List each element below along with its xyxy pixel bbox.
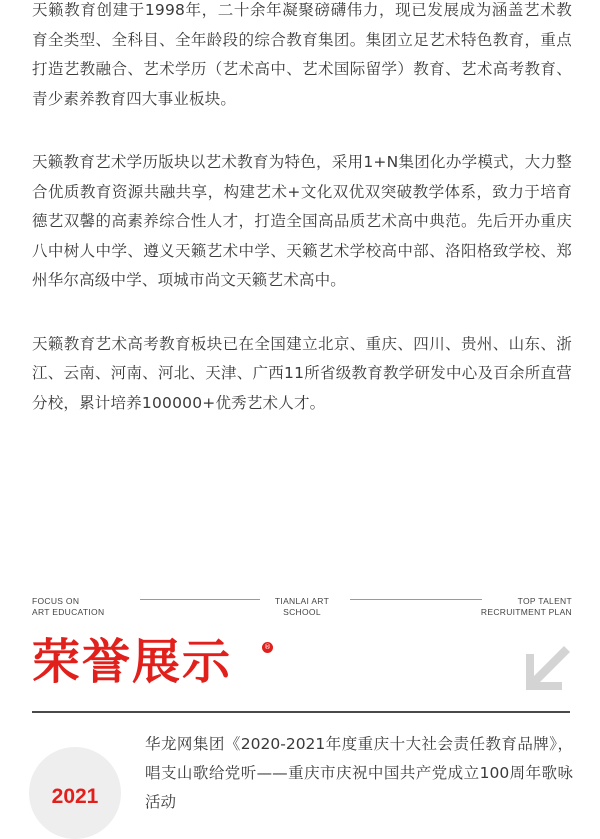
intro-paragraph: 天籁教育艺术学历版块以艺术教育为特色，采用1+N集团化办学模式，大力整合优质教育资源共融共享，构建艺术+文化双优双突破教学体系，致力于培育德艺双馨的高素养综合性人才，打造全国高品质艺术高中典范。先后开办重庆八中树人中学、遵义天籁艺术中学、天籁艺术学校高中部、洛阳格致学校、郑州华尔高级中学、项城市尚文天籁艺术高中。 bbox=[32, 153, 572, 289]
honor-text: 华龙网集团《2020-2021年度重庆十大社会责任教育品牌》，唱支山歌给党听——重庆市庆祝中国共产党成立100周年歌咏活动 bbox=[145, 735, 573, 811]
section-title: 荣誉展示 bbox=[32, 634, 233, 690]
intro-paragraph: 天籁教育创建于1998年，二十余年凝聚磅礴伟力，现已发展成为涵盖艺术教育全类型、全科目、全年龄段的综合教育集团。集团立足艺术特色教育，重点打造艺教融合、艺术学历（艺术高中、艺术国际留学）教育、艺术高考教育、青少素养教育四大事业板块。 bbox=[32, 1, 572, 108]
honor-year: 2021 bbox=[51, 785, 99, 808]
arrow-down-left-icon bbox=[526, 646, 570, 690]
registered-mark-icon: ® bbox=[264, 643, 271, 651]
year-badge bbox=[29, 747, 121, 839]
section-header bbox=[32, 634, 271, 694]
intro-section bbox=[32, 0, 572, 452]
tag-tianlai-school: TIANLAI ART SCHOOL bbox=[274, 596, 330, 617]
tag-art-education: FOCUS ON ART EDUCATION bbox=[32, 596, 105, 617]
section-rule bbox=[32, 711, 570, 713]
tag-bar bbox=[32, 596, 572, 622]
tag-top-talent: TOP TALENT RECRUITMENT PLAN bbox=[480, 596, 572, 617]
intro-paragraph: 天籁教育艺术高考教育板块已在全国建立北京、重庆、四川、贵州、山东、浙江、云南、河南、河北、天津、广西11所省级教育教学研发中心及百余所直营分校，累计培养100000+优秀艺术人才。 bbox=[32, 334, 572, 412]
